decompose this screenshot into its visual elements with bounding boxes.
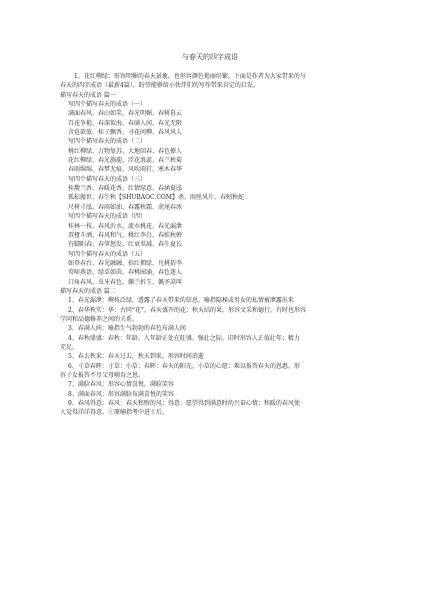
text-line: 尺树寸泓、春雨如油、春露秋霜、虎尾春冰 [68,203,183,211]
text-line: 2、春华秋实：华：古同“花”。春天盛开的花；秋天结的果。形容文采和德行。有时也形容 [68,306,306,314]
text-line: 莺啼燕语、绿草如茵、春桃园涌、春色迷人 [68,269,183,277]
text-line: 1、春光漏泄：柳枝泛绿，透露了春天带来的信息。喻指隐秘或男女的私情被泄露出来 [68,297,294,305]
text-line: 百花争艳、春深似海、春满人间、春光无限 [68,119,183,127]
text-line: 写四个描写春天的成语（一） [68,101,147,109]
text-line: 5、春去秋来：春天过去，秋天到来。形容时间消逝 [68,353,204,361]
text-line: 口角春风、虫牙春色、撷兰折玉、佩圣凉叫 [68,278,183,286]
text-line: 如登春台、春光融融、拾红拥绿、凡桃俗李 [68,259,183,267]
text-line: 满面春风、春山如笑、春光明媚、春树暮云 [68,110,183,118]
text-line: 容子女报答不尽父母哺育之恩。 [60,372,145,379]
text-line: 人觉得洋洋得意。①原喻指考中进士后。 [60,409,169,417]
document-title: 与春天的四字成语 [182,53,238,61]
text-line: 桂林一枝、春风沂水、流水桃花、春光漏泄 [68,222,183,230]
text-line: 8、满面春风：形容满脸布满喜悦的笑容 [68,390,174,398]
text-line: 1、花红柳绿：形容明媚的春天景象，也形容颜色艳丽纷繁。下面是作者为大家带来的与 [74,73,306,80]
text-line: 桂馥兰香、春暖花香、红情绿意、春涵夏泓 [68,185,183,193]
text-line: 桃红柳绿、万物复苏、大地回春、春色撩人 [68,147,183,155]
text-line: 花红柳绿、春光旖旎、浮花浪蕊、春兰秋菊 [68,157,183,165]
text-line: 写四个描写春天的成语（三） [68,175,147,183]
text-line: 6、寸草春晖：寸草：小草；春晖：春天的阳光。小草的心愿；难以报答春天的恩惠。形 [68,362,300,370]
text-line: 写四个描写春天的成语（五） [68,250,147,258]
document-body [60,72,360,418]
text-line: 充足。 [60,343,79,351]
text-line: 双桠斗酒、春风和气、桃红李白、春蛙秋蝉 [68,231,183,239]
text-line: 4、春秋鼎盛：春秋：年龄。人年龄正处在旺盛、强壮之际。旧时形容人正值壮年；精力 [68,334,300,342]
section-heading: 描写春天的成语 篇一 [60,91,116,99]
text-line: 3、春满人间：喻指生气勃勃的春色布满人间 [68,325,186,333]
text-line: 写四个描写春天的成语（二） [68,138,147,146]
text-line: 含苞欲放、桂子飘香、寻花问柳、春风风人 [68,129,183,137]
text-line: 春雨绵绵、春梦无痕、风吹雨打、寒木春华 [68,166,183,174]
text-line: 孤标傲世、春生秋【SHUBAOC.COM】杀、雨丝风片、春蚓秋蛇 [68,194,244,202]
text-line: 学问和品德修养之间的关系。 [60,315,139,323]
text-line: 有脚阳春、春笋怒发、红衰翠减、春生夏长 [68,241,183,249]
text-line: 7、满脸春风：形容心情喜悦，满脸笑容 [68,381,174,389]
section-heading: 描写春天的成语 篇二 [60,287,116,295]
text-line: 春天的四字成语（最新4篇），盼望能够给小伙伴们的写作带来肯定的启发。 [60,82,259,90]
text-line: 写四个描写春天的成语（四） [68,213,147,221]
text-line: 9、春风得意：春风：春天和煦的风；得意：愿望得到满意时的兴奋心情；和暖的春风使 [68,400,300,408]
